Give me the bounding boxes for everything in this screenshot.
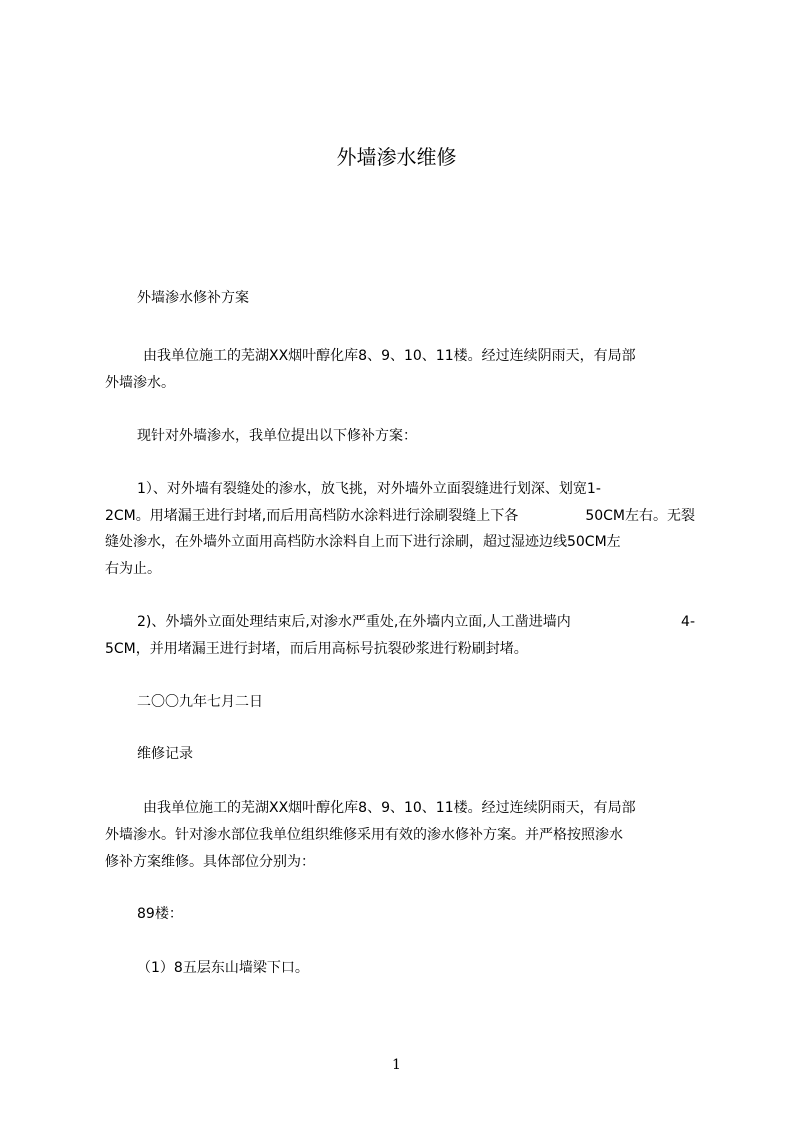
intro-line-2: 外墙渗水。 bbox=[105, 375, 175, 391]
page-number: 1 bbox=[392, 1057, 401, 1073]
plan-heading: 外墙渗水修补方案 bbox=[137, 290, 249, 306]
record-line-1: 由我单位施工的芜湖XX烟叶醇化库8、9、10、11楼。经过连续阴雨天，有局部 bbox=[143, 800, 636, 816]
record-heading: 维修记录 bbox=[137, 746, 193, 762]
item1-line-4: 右为止。 bbox=[105, 561, 161, 577]
item1-line-1: 1）、对外墙有裂缝处的渗水，放飞挑，对外墙外立面裂缝进行划深、划宽1- bbox=[137, 481, 601, 497]
item1-line-3: 缝处渗水，在外墙外立面用高档防水涂料自上而下进行涂刷，超过湿迹边线50CM左 bbox=[105, 534, 621, 550]
item1-line-2-part-a: 2CM。用堵漏王进行封堵,而后用高档防水涂料进行涂刷裂缝上下各 bbox=[105, 508, 519, 524]
record-line-3: 修补方案维修。具体部位分别为： bbox=[105, 854, 315, 870]
proposal-line: 现针对外墙渗水，我单位提出以下修补方案： bbox=[137, 428, 417, 444]
item2-line-1 bbox=[137, 612, 695, 632]
date-line: 二〇〇九年七月二日 bbox=[137, 694, 263, 710]
item2-line-1-part-a: 2)、外墙外立面处理结束后,对渗水严重处,在外墙内立面,人工凿进墙内 bbox=[137, 614, 571, 630]
record-line-2: 外墙渗水。针对渗水部位我单位组织维修采用有效的渗水修补方案。并严格按照渗水 bbox=[105, 827, 623, 843]
page-title: 外墙渗水维修 bbox=[336, 145, 457, 169]
floors-label: 89楼： bbox=[137, 906, 183, 922]
intro-line-1: 由我单位施工的芜湖XX烟叶醇化库8、9、10、11楼。经过连续阴雨天，有局部 bbox=[143, 348, 636, 364]
item1-line-2 bbox=[105, 506, 695, 526]
item1-line-2-part-b: 50CM左右。无裂 bbox=[585, 508, 695, 524]
floor-item-1: （1）8五层东山墙梁下口。 bbox=[137, 960, 309, 976]
item2-line-1-part-b: 4- bbox=[681, 614, 695, 630]
item2-line-2: 5CM，并用堵漏王进行封堵，而后用高标号抗裂砂浆进行粉刷封堵。 bbox=[105, 641, 528, 657]
